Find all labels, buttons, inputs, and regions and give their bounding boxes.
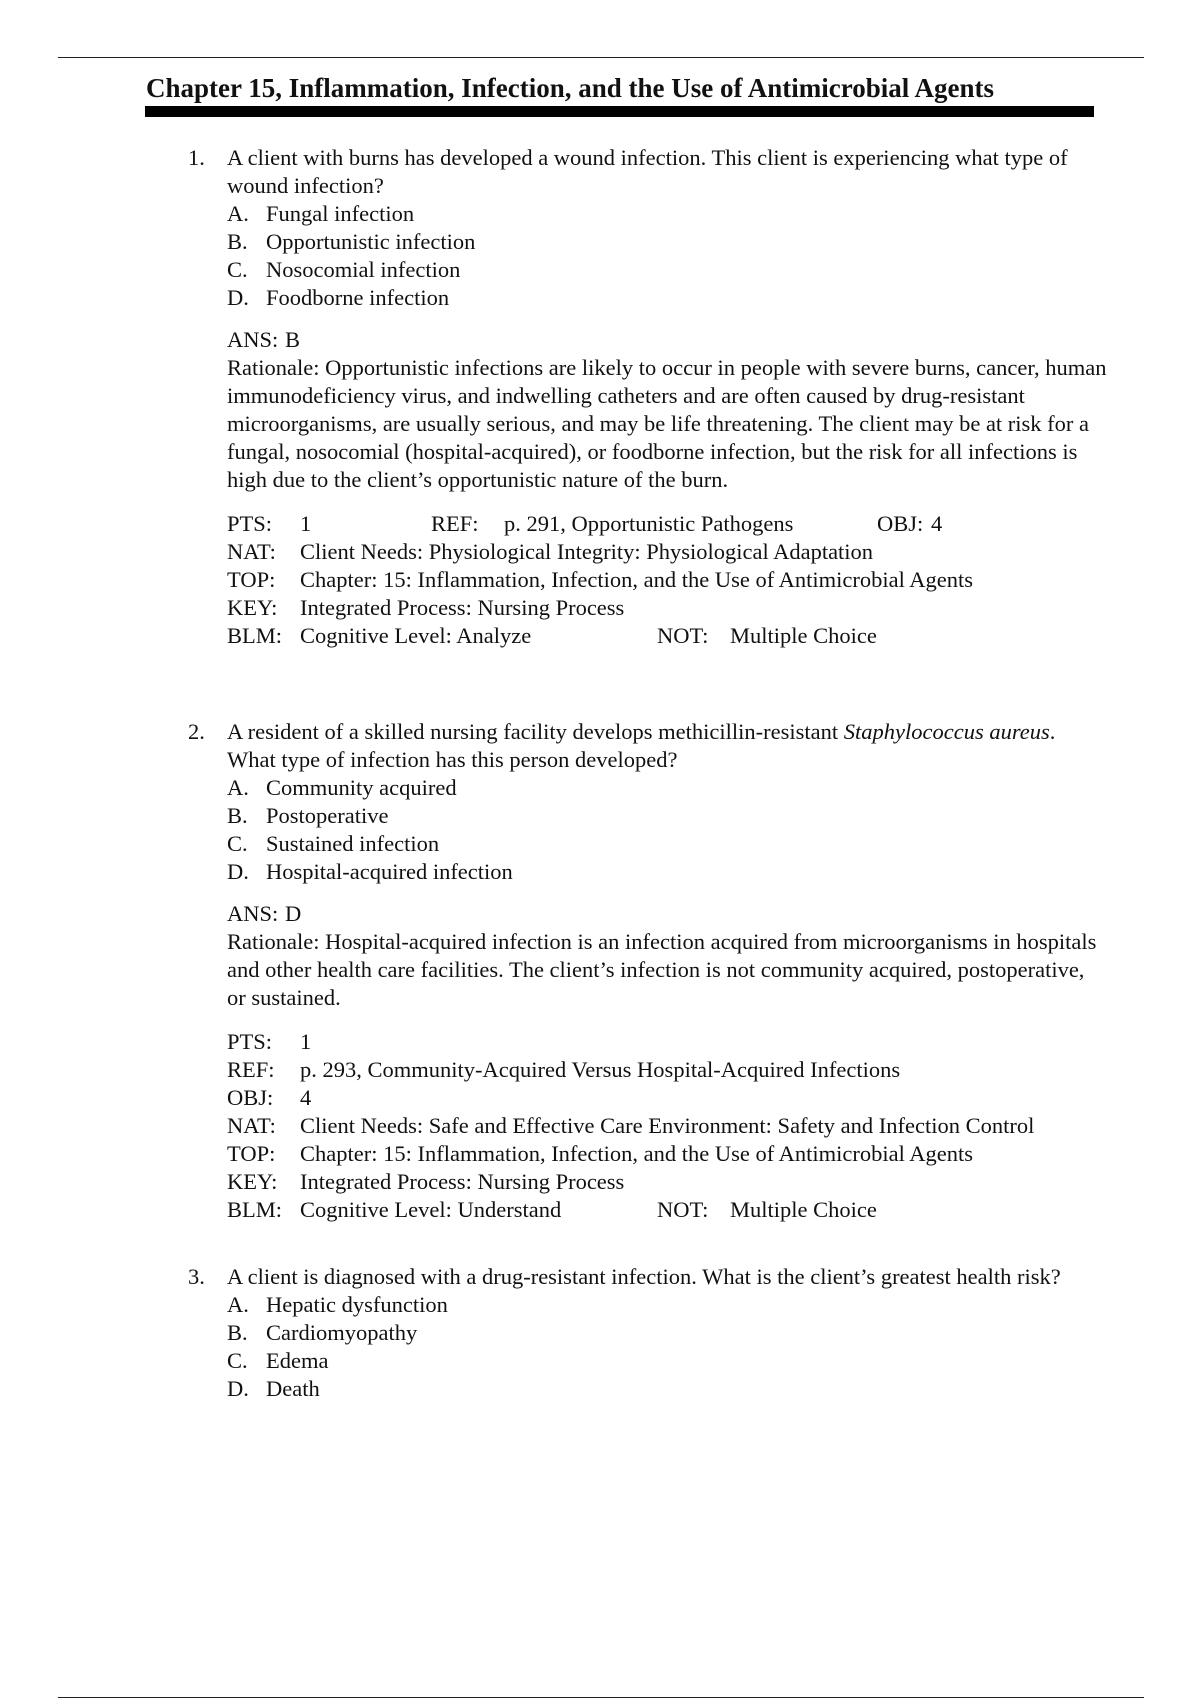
question-metadata [227, 1028, 1108, 1224]
ans-value: D [285, 901, 302, 926]
not-field [657, 622, 877, 650]
meta-row-blm [227, 1196, 1108, 1224]
obj-value: 4 [931, 511, 943, 536]
meta-row-pts [227, 510, 1108, 538]
key-value: Integrated Process: Nursing Process [300, 595, 625, 620]
obj-value: 4 [300, 1085, 312, 1110]
organism-name: Staphylococcus aureus [843, 719, 1050, 744]
ans-label: ANS: [227, 327, 279, 352]
option-c [227, 830, 1108, 858]
option-letter: B. [227, 803, 248, 828]
question-number: 1. [188, 145, 205, 170]
meta-row-nat [227, 1112, 1108, 1140]
option-text: Nosocomial infection [266, 257, 461, 282]
answer-key [227, 326, 1108, 354]
top-value: Chapter: 15: Inflammation, Infection, and the Use of Antimicrobial Agents [300, 1141, 973, 1166]
obj-label: OBJ: [877, 511, 924, 536]
ans-label: ANS: [227, 901, 279, 926]
question-3 [188, 1263, 1108, 1403]
question-text-end: . What type of infection has this person developed? [227, 719, 1056, 772]
answer-options [227, 200, 1108, 312]
option-letter: A. [227, 1292, 249, 1317]
obj-label: OBJ: [227, 1085, 274, 1110]
option-letter: C. [227, 257, 248, 282]
option-d [227, 284, 1108, 312]
answer-options [227, 1291, 1108, 1403]
option-letter: A. [227, 201, 249, 226]
option-text: Hepatic dysfunction [266, 1292, 448, 1317]
question-metadata [227, 510, 1108, 650]
nat-label: NAT: [227, 1113, 276, 1138]
ref-field [431, 510, 793, 538]
nat-value: Client Needs: Safe and Effective Care Environment: Safety and Infection Control [300, 1113, 1035, 1138]
title-underline-bar [145, 106, 1094, 117]
key-label: KEY: [227, 595, 278, 620]
option-a [227, 1291, 1108, 1319]
ref-value: p. 291, Opportunistic Pathogens [504, 511, 794, 536]
question-1 [188, 144, 1108, 650]
option-text: Community acquired [266, 775, 457, 800]
blm-value: Cognitive Level: Analyze [300, 623, 532, 648]
nat-value: Client Needs: Physiological Integrity: Physiological Adaptation [300, 539, 874, 564]
option-a [227, 774, 1108, 802]
meta-row-key [227, 594, 1108, 622]
option-d [227, 1375, 1108, 1403]
blm-label: BLM: [227, 1197, 283, 1222]
not-value: Multiple Choice [730, 623, 877, 648]
meta-row-ref [227, 1056, 1108, 1084]
option-letter: D. [227, 285, 249, 310]
question-number: 2. [188, 719, 205, 744]
key-value: Integrated Process: Nursing Process [300, 1169, 625, 1194]
option-text: Hospital-acquired infection [266, 859, 513, 884]
meta-row-blm [227, 622, 1108, 650]
option-letter: A. [227, 775, 249, 800]
option-letter: C. [227, 1348, 248, 1373]
option-b [227, 802, 1108, 830]
pts-label: PTS: [227, 511, 273, 536]
option-letter: D. [227, 859, 249, 884]
rationale: Rationale: Opportunistic infections are likely to occur in people with severe burns, cancer, human immunodeficiency virus, and indwelling catheters and are often caused by drug-resistant microorganisms, are usually serious, and may be life threatening. The client may be at risk for a fungal, nosocomial (hospital-acquired), or foodborne infection, but the risk for all infections is high due to the client’s opportunistic nature of the burn. [227, 355, 1107, 492]
question-text-start: A resident of a skilled nursing facility develops methicillin-resistant [227, 719, 844, 744]
ref-value: p. 293, Community-Acquired Versus Hospital-Acquired Infections [300, 1057, 901, 1082]
option-text: Edema [266, 1348, 329, 1373]
option-c [227, 256, 1108, 284]
nat-label: NAT: [227, 539, 276, 564]
not-field [657, 1196, 877, 1224]
not-label: NOT: [657, 1197, 709, 1222]
pts-label: PTS: [227, 1029, 273, 1054]
top-label: TOP: [227, 1141, 276, 1166]
option-letter: C. [227, 831, 248, 856]
question-text: A client with burns has developed a wound infection. This client is experiencing what type of wound infection? [227, 145, 1068, 198]
not-value: Multiple Choice [730, 1197, 877, 1222]
meta-row-nat [227, 538, 1108, 566]
question-number: 3. [188, 1264, 205, 1289]
top-rule [58, 57, 1144, 58]
rationale: Rationale: Hospital-acquired infection is an infection acquired from microorganisms in hospitals and other health care facilities. The client’s infection is not community acquired, postoperative, or sustained. [227, 929, 1097, 1010]
not-label: NOT: [657, 623, 709, 648]
answer-options [227, 774, 1108, 886]
option-b [227, 228, 1108, 256]
meta-row-top [227, 566, 1108, 594]
meta-row-top [227, 1140, 1108, 1168]
question-text [227, 718, 1108, 774]
meta-row-key [227, 1168, 1108, 1196]
option-c [227, 1347, 1108, 1375]
key-label: KEY: [227, 1169, 278, 1194]
question-text: A client is diagnosed with a drug-resistant infection. What is the client’s greatest health risk? [227, 1264, 1061, 1289]
pts-value: 1 [300, 1029, 312, 1054]
pts-value: 1 [300, 511, 312, 536]
option-text: Postoperative [266, 803, 389, 828]
top-label: TOP: [227, 567, 276, 592]
bottom-rule [58, 1697, 1144, 1698]
option-letter: B. [227, 229, 248, 254]
ref-label: REF: [227, 1057, 275, 1082]
page-title: Chapter 15, Inflammation, Infection, and the Use of Antimicrobial Agents [146, 73, 995, 103]
option-text: Sustained infection [266, 831, 440, 856]
answer-key [227, 900, 1108, 928]
option-a [227, 200, 1108, 228]
ref-label: REF: [431, 511, 479, 536]
obj-field [877, 510, 942, 538]
meta-row-obj [227, 1084, 1108, 1112]
top-value: Chapter: 15: Inflammation, Infection, and the Use of Antimicrobial Agents [300, 567, 973, 592]
option-text: Death [266, 1376, 320, 1401]
question-2 [188, 718, 1108, 1224]
blm-value: Cognitive Level: Understand [300, 1197, 562, 1222]
option-text: Cardiomyopathy [266, 1320, 418, 1345]
ans-value: B [285, 327, 301, 352]
option-letter: B. [227, 1320, 248, 1345]
option-b [227, 1319, 1108, 1347]
option-text: Opportunistic infection [266, 229, 476, 254]
option-text: Foodborne infection [266, 285, 450, 310]
option-letter: D. [227, 1376, 249, 1401]
option-text: Fungal infection [266, 201, 415, 226]
blm-label: BLM: [227, 623, 283, 648]
meta-row-pts [227, 1028, 1108, 1056]
option-d [227, 858, 1108, 886]
